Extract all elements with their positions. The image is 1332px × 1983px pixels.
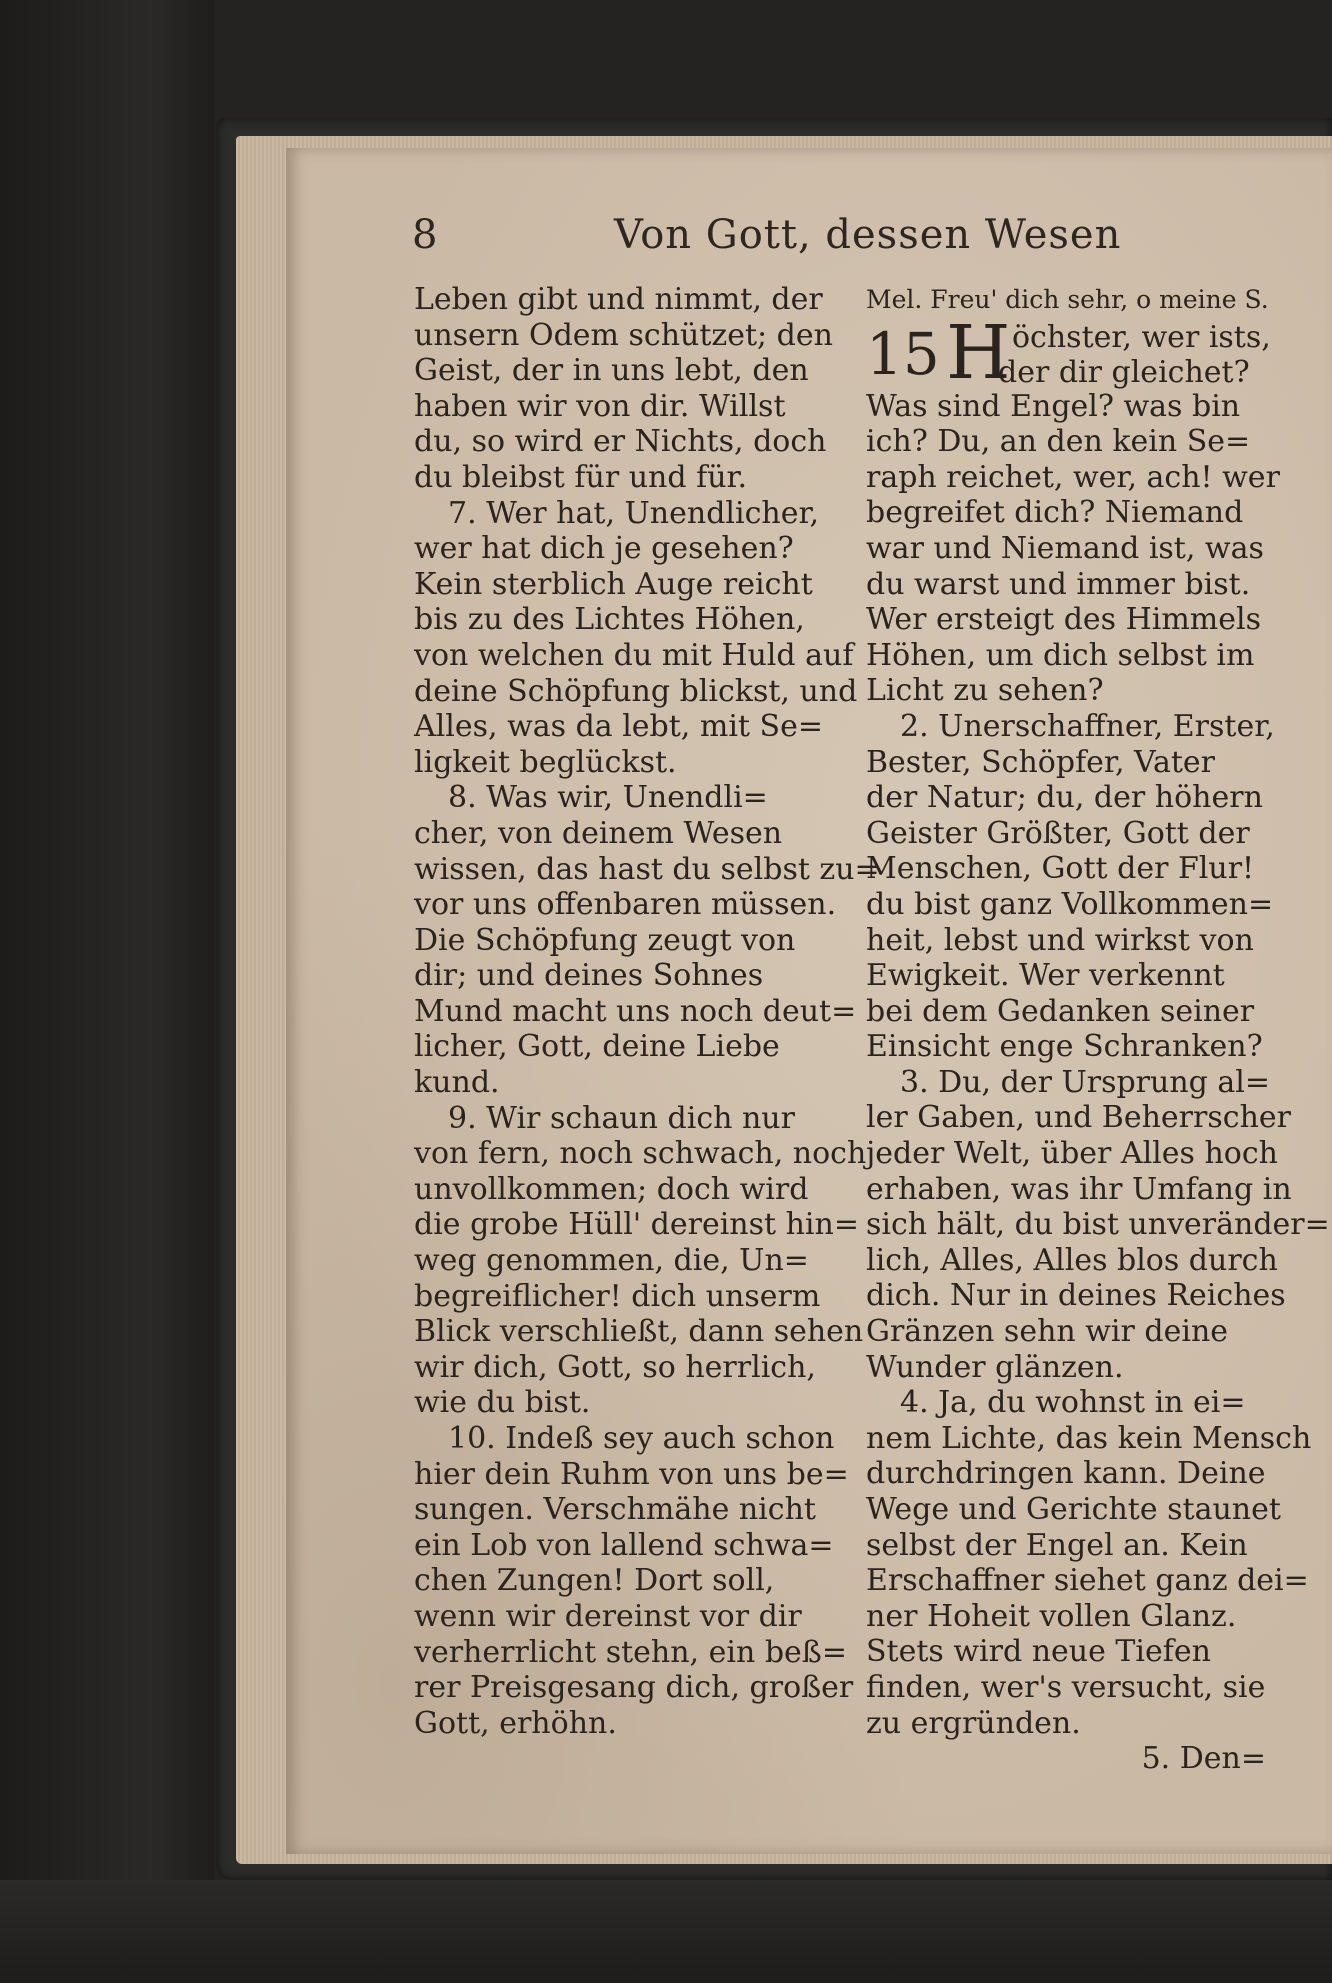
- text-line: Geist, der in uns lebt, den: [414, 353, 809, 389]
- drop-cap: H: [946, 309, 1011, 396]
- text-line: Höhen, um dich selbst im: [866, 637, 1255, 673]
- text-line: ein Lob von lallend schwa=: [414, 1527, 834, 1563]
- text-line: wir dich, Gott, so herrlich,: [414, 1349, 816, 1385]
- text-line: Was sind Engel? was bin: [866, 388, 1241, 424]
- background-shadow: [0, 1880, 1332, 1983]
- hymn-opening: [866, 309, 1272, 396]
- melody-note: Mel. Freu' dich sehr, o meine S.: [866, 285, 1269, 314]
- text-line: licher, Gott, deine Liebe: [414, 1029, 780, 1065]
- text-line: sungen. Verschmähe nicht: [414, 1492, 816, 1528]
- text-line: zu ergründen.: [866, 1705, 1081, 1741]
- text-line: sich hält, du bist unveränder=: [866, 1207, 1330, 1243]
- verse-line: 9. Wir schaun dich nur: [448, 1100, 795, 1136]
- text-line: war und Niemand ist, was: [866, 530, 1264, 566]
- text-line: Einsicht enge Schranken?: [866, 1029, 1263, 1065]
- text-line: haben wir von dir. Willst: [414, 388, 786, 424]
- text-line: Wer ersteigt des Himmels: [866, 602, 1261, 638]
- verse-line: 4. Ja, du wohnst in ei=: [900, 1385, 1246, 1421]
- text-line: Blick verschließt, dann sehen: [414, 1314, 864, 1350]
- text-line: jeder Welt, über Alles hoch: [866, 1136, 1278, 1172]
- text-line: wie du bist.: [414, 1385, 591, 1421]
- text-line: wenn wir dereinst vor dir: [414, 1598, 802, 1634]
- text-line: verherrlicht stehn, ein beß=: [414, 1634, 847, 1670]
- text-line: wer hat dich je gesehen?: [414, 531, 794, 567]
- text-line: heit, lebst und wirkst von: [866, 922, 1254, 958]
- verse-line: 10. Indeß sey auch schon: [448, 1421, 835, 1456]
- running-head: [0, 212, 1332, 272]
- left-column: [414, 282, 880, 1741]
- text-line: du, so wird er Nichts, doch: [414, 424, 827, 460]
- text-line: Gott, erhöhn.: [414, 1705, 617, 1741]
- text-line: du warst und immer bist.: [866, 566, 1251, 602]
- text-line: Mund macht uns noch deut=: [414, 993, 857, 1029]
- text-line: dich. Nur in deines Reiches: [866, 1278, 1286, 1314]
- text-line: unsern Odem schützet; den: [414, 317, 833, 353]
- hymn-number: 15: [866, 319, 940, 388]
- text-line: Erschaffner siehet ganz dei=: [866, 1563, 1309, 1599]
- text-line: Alles, was da lebt, mit Se=: [414, 709, 823, 745]
- text-line: weg genommen, die, Un=: [414, 1243, 809, 1279]
- text-line: dir; und deines Sohnes: [414, 958, 764, 994]
- page-number: 8: [412, 212, 438, 258]
- text-line: du bist ganz Vollkommen=: [866, 886, 1274, 922]
- verse-line: 7. Wer hat, Unendlicher,: [448, 495, 820, 531]
- verse-line: 3. Du, der Ursprung al=: [900, 1064, 1271, 1100]
- right-column: [866, 282, 1330, 1777]
- text-line: begreiflicher! dich unserm: [414, 1278, 821, 1314]
- text-line: Stets wird neue Tiefen: [866, 1634, 1211, 1670]
- text-line: Kein sterblich Auge reicht: [414, 566, 813, 602]
- text-line: durchdringen kann. Deine: [866, 1456, 1266, 1492]
- text-line: Ewigkeit. Wer verkennt: [866, 958, 1225, 994]
- text-line: finden, wer's versucht, sie: [866, 1669, 1266, 1705]
- text-line: selbst der Engel an. Kein: [866, 1527, 1248, 1563]
- text-line: ligkeit beglückst.: [414, 744, 677, 780]
- text-line: Wunder glänzen.: [866, 1349, 1124, 1385]
- text-line: bis zu des Lichtes Höhen,: [414, 602, 805, 638]
- text-line: vor uns offenbaren müssen.: [414, 887, 837, 923]
- text-line: unvollkommen; doch wird: [414, 1171, 809, 1207]
- text-line: Leben gibt und nimmt, der: [414, 282, 823, 317]
- text-line: lich, Alles, Alles blos durch: [866, 1242, 1278, 1278]
- text-line: chen Zungen! Dort soll,: [414, 1563, 775, 1599]
- text-line: erhaben, was ihr Umfang in: [866, 1171, 1292, 1207]
- text-line: Wege und Gerichte staunet: [866, 1492, 1281, 1527]
- text-line: rer Preisgesang dich, großer: [414, 1670, 854, 1706]
- opening-line: öchster, wer ists,: [1012, 319, 1271, 355]
- text-line: die grobe Hüll' dereinst hin=: [414, 1207, 859, 1243]
- text-line: Gränzen sehn wir deine: [866, 1314, 1229, 1350]
- text-line: Menschen, Gott der Flur!: [866, 851, 1255, 887]
- page-title: Von Gott, dessen Wesen: [614, 212, 1122, 258]
- text-line: hier dein Ruhm von uns be=: [414, 1456, 849, 1492]
- text-line: du bleibst für und für.: [414, 459, 748, 495]
- text-line: cher, von deinem Wesen: [414, 815, 783, 851]
- text-line: ich? Du, an den kein Se=: [866, 424, 1251, 460]
- text-line: deine Schöpfung blickst, und: [414, 673, 858, 709]
- text-line: der Natur; du, der höhern: [866, 780, 1263, 816]
- text-line: ler Gaben, und Beherrscher: [866, 1100, 1291, 1136]
- verse-line: 8. Was wir, Unendli=: [448, 780, 768, 816]
- text-line: nem Lichte, das kein Mensch: [866, 1420, 1312, 1456]
- text-line: Geister Größter, Gott der: [866, 815, 1250, 851]
- text-line: Die Schöpfung zeugt von: [414, 922, 796, 958]
- verse-line: 2. Unerschaffner, Erster,: [900, 708, 1275, 744]
- text-line: Bester, Schöpfer, Vater: [866, 744, 1215, 780]
- text-line: bei dem Gedanken seiner: [866, 993, 1255, 1029]
- opening-line: der dir gleichet?: [998, 354, 1250, 390]
- text-line: ner Hoheit vollen Glanz.: [866, 1598, 1237, 1634]
- text-line: wissen, das hast du selbst zu=: [414, 851, 880, 887]
- text-line: kund.: [414, 1065, 500, 1101]
- catchword: 5. Den=: [1141, 1741, 1266, 1777]
- text-line: Licht zu sehen?: [866, 673, 1104, 709]
- text-line: begreifet dich? Niemand: [866, 495, 1244, 531]
- text-line: raph reichet, wer, ach! wer: [866, 459, 1280, 495]
- text-line: von welchen du mit Huld auf: [414, 637, 854, 673]
- text-line: von fern, noch schwach, noch: [414, 1136, 867, 1172]
- background-table: [0, 0, 215, 1983]
